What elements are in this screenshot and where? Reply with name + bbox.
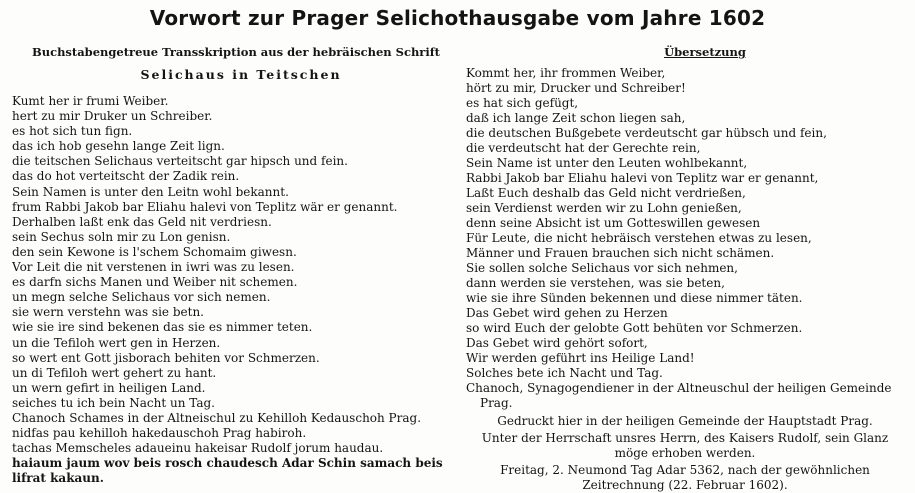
translation-lines [466,66,904,411]
translation-line: Sie sollen solche Selichaus vor sich nehmen, [466,261,738,275]
translation-line: Kommt her, ihr frommen Weiber, [466,66,666,80]
transcription-line: Kumt her ir frumi Weiber. [12,94,169,108]
transcription-line: un megn selche Selichaus vor sich nemen. [12,290,271,305]
translation-line: denn seine Absicht ist um Gotteswillen gewesen [466,216,761,230]
transcription-line: sein Sechus soln mir zu Lon genisn. [12,229,231,244]
transcription-line: Derhalben laßt enk das Geld nit verdriesn. [12,214,272,229]
transcription-line: hert zu mir Druker un Schreiber. [12,109,213,124]
transcription-line: haiaum jaum wov beis rosch chaudesch Adar Schin samach beis [12,456,443,471]
translation-line: sein Verdienst werden wir zu Lohn genießen, [466,201,742,215]
translation-line: daß ich lange Zeit schon liegen sah, [466,111,686,125]
transcription-line: so wert ent Gott jisborach behiten vor Schmerzen. [12,350,320,365]
translation-line: hört zu mir, Drucker und Schreiber! [466,81,686,95]
translation-line: wie sie ihre Sünden bekennen und diese nimmer täten. [466,291,803,305]
translation-line: es hat sich gefügt, [466,96,579,110]
transcription-line: es hot sich tun fign. [12,124,133,139]
transcription-line: un di Tefiloh wert gehert zu hant. [12,365,217,380]
translation-line: die verdeutscht hat der Gerechte rein, [466,141,701,155]
translation-line: Das Gebet wird gehen zu Herzen [466,306,668,320]
imprint-date: Freitag, 2. Neumond Tag Adar 5362, nach der gewöhnlichen Zeitrechnung (22. Februar 1602). [500,463,870,492]
transcription-line: Sein Namen is unter den Leitn wohl bekannt. [12,184,289,199]
translation-line: Chanoch, Synagogendiener in der Altneuschul der heiligen Gemeinde [466,381,892,395]
transcription-line: die teitschen Selichaus verteitscht gar hipsch und fein. [12,154,348,169]
translation-column [466,44,904,493]
translation-line: Solches bete ich Nacht und Tag. [466,366,663,380]
imprint-place: Gedruckt hier in der heiligen Gemeinde der Hauptstadt Prag. [497,414,873,428]
transcription-line: frum Rabbi Jakob bar Eliahu halevi von Teplitz wär er genannt. [12,199,398,214]
transcription-line: Vor Leit die nit verstenen in iwri was zu lesen. [12,260,295,275]
translation-line: so wird Euch der gelobte Gott behüten vor Schmerzen. [466,321,803,335]
page-title: Vorwort zur Prager Selichothausgabe vom Jahre 1602 [149,6,766,30]
translation-line: Rabbi Jakob bar Eliahu halevi von Teplitz war er genannt, [466,171,819,185]
translation-line: dann werden sie verstehen, was sie beten, [466,276,725,290]
transcription-line: den sein Kewone is l'schem Schomaim giwesn. [12,244,297,259]
transcription-line: tachas Memscheles adaueinu hakeisar Rudolf jorum haudau. [12,441,384,456]
transcription-subheading: Selichaus in Teitschen [140,67,342,82]
transcription-line: un wern gefirt in heiligen Land. [12,380,206,395]
transcription-line: Chanoch Schames in der Altneischul zu Kehilloh Kedauschoh Prag. [12,410,422,425]
transcription-line: nidfas pau kehilloh hakedauschoh Prag habiroh. [12,426,307,441]
transcription-column [12,44,450,486]
transcription-line: wie sie ire sind bekenen das sie es nimmer teten. [12,320,313,335]
translation-line: Laßt Euch deshalb das Geld nicht verdrießen, [466,186,746,200]
translation-line: Männer und Frauen brauchen sich nicht schämen. [466,246,775,260]
transcription-line: un die Tefiloh wert gen in Herzen. [12,335,221,350]
translation-line: Wir werden geführt ins Heilige Land! [466,351,695,365]
transcription-line: das ich hob gesehn lange Zeit lign. [12,139,225,154]
translation-line: Für Leute, die nicht hebräisch verstehen etwas zu lesen, [466,231,812,245]
imprint [466,414,904,493]
translation-line: Prag. [480,396,513,410]
transcription-line: lifrat kakaun. [12,471,104,486]
transcription-line: sie wern verstehn was sie betn. [12,305,204,320]
translation-line: die deutschen Bußgebete verdeutscht gar hübsch und fein, [466,126,827,140]
imprint-reign: Unter der Herrschaft unsres Herrn, des Kaisers Rudolf, sein Glanz möge erhoben werden. [481,431,889,460]
transcription-lines [12,94,450,486]
transcription-line: das do hot verteitscht der Zadik rein. [12,169,240,184]
transcription-line: seiches tu ich bein Nacht un Tag. [12,395,215,410]
translation-heading: Übersetzung [664,45,746,59]
translation-line: Sein Name ist unter den Leuten wohlbekannt, [466,156,748,170]
transcription-heading: Buchstabengetreue Transskription aus der hebräischen Schrift [31,45,440,59]
transcription-line: es darfn sichs Manen und Weiber nit schemen. [12,275,298,290]
translation-line: Das Gebet wird gehört sofort, [466,336,648,350]
